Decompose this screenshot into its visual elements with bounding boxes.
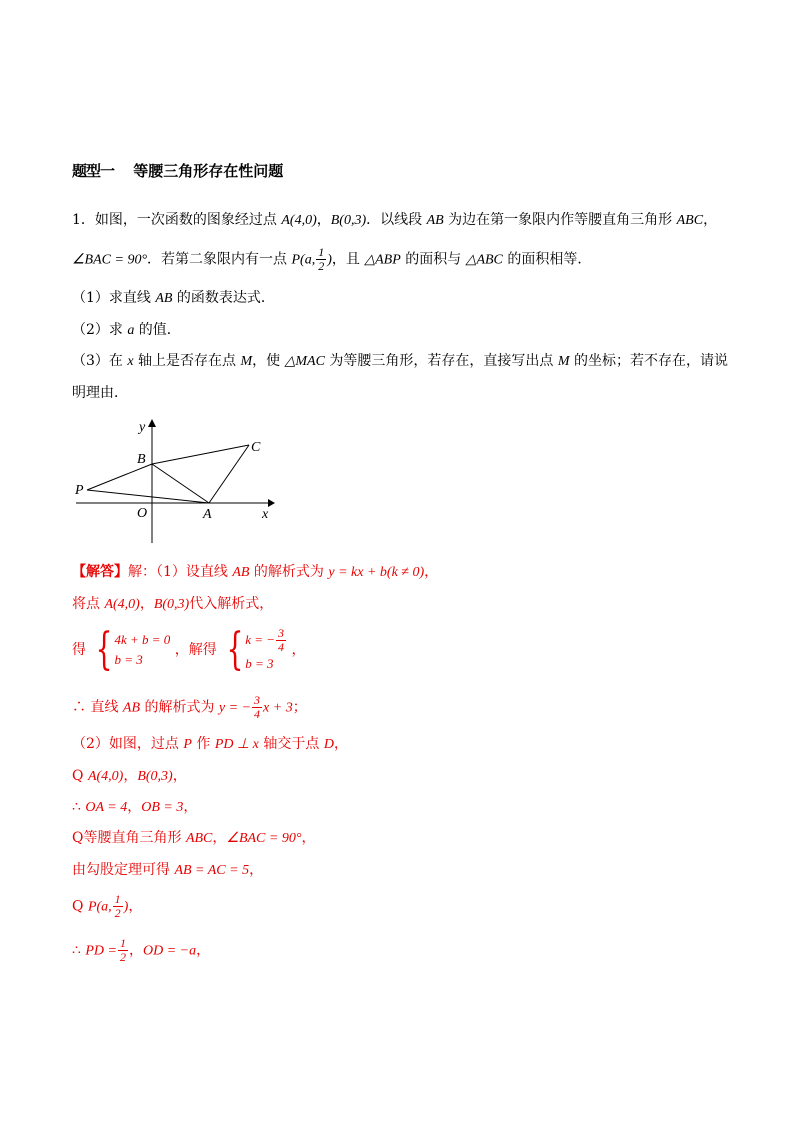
solution-line-10: Q P(a, $\frac{1}{2}$ )， — [72, 892, 143, 920]
solution-line-9: 由勾股定理可得 AB = AC = 5， — [72, 862, 264, 878]
section-heading — [72, 160, 283, 181]
solution-line-6: Q A(4,0)，B(0,3)， — [72, 768, 187, 784]
label-y: y — [139, 420, 146, 435]
problem-line-2: ∠BAC = 90°．若第二象限内有一点 P(a, $\frac{1}{2}$ )，且 △ABP 的面积与 △ABC 的面积相等． — [72, 245, 592, 273]
label-A: A — [203, 507, 212, 522]
solution-line-4: ∴ 直线 AB 的解析式为 y = − $\frac{3}{4}$ x + 3； — [72, 693, 307, 721]
question-1: （1）求直线 AB 的函数表达式． — [72, 290, 275, 306]
system-equations-2: { k = − $\frac{3}{4}$ b = 3 — [226, 624, 285, 675]
question-2: （2）求 a 的值． — [72, 322, 181, 338]
question-3: （3）在 x 轴上是否存在点 M，使 △MAC 为等腰三角形，若存在，直接写出点 M 的坐标；若不存在，请说 — [72, 353, 728, 369]
segment-BC — [152, 445, 249, 464]
problem-line-1: 1．如图，一次函数的图象经过点 A(4,0)，B(0,3)．以线段 AB 为边在第一象限内作等腰直角三角形 ABC， — [72, 212, 718, 228]
label-C: C — [251, 440, 261, 455]
label-B: B — [137, 452, 146, 467]
question-3-continued: 明理由． — [72, 385, 128, 401]
segment-PB — [87, 464, 152, 490]
geometry-figure — [70, 415, 290, 550]
solution-line-5: （2）如图，过点 P 作 PD ⊥ x 轴交于点 D， — [72, 736, 348, 752]
solution-line-7: ∴ OA = 4，OB = 3， — [72, 799, 198, 815]
solution-line-2: 将点 A(4,0)，B(0,3)代入解析式， — [72, 596, 274, 612]
x-axis-arrow — [268, 499, 275, 507]
system-equations-1: { 4k + b = 0 b = 3 — [96, 624, 171, 675]
label-P: P — [75, 483, 84, 498]
label-x: x — [262, 507, 269, 522]
y-axis-arrow — [148, 419, 156, 427]
solution-line-3: 得 { 4k + b = 0 b = 3 ，解得 { k = − $\frac{3}{4}$ b = 3 ， — [72, 624, 306, 675]
segment-CA — [209, 445, 249, 503]
solution-line-11: ∴ PD = $\frac{1}{2}$ ，OD = −a， — [72, 936, 211, 964]
heading-tag: 题型一 — [72, 162, 115, 180]
heading-title: 等腰三角形存在性问题 — [133, 162, 284, 180]
solution-line-8: Q等腰直角三角形 ABC，∠BAC = 90°， — [72, 830, 316, 846]
segment-BA — [152, 464, 209, 503]
solution-line-1: 【解答】解：（1）设直线 AB 的解析式为 y = kx + b(k ≠ 0)， — [72, 564, 439, 580]
label-O: O — [137, 506, 148, 521]
segment-PA — [87, 490, 209, 503]
